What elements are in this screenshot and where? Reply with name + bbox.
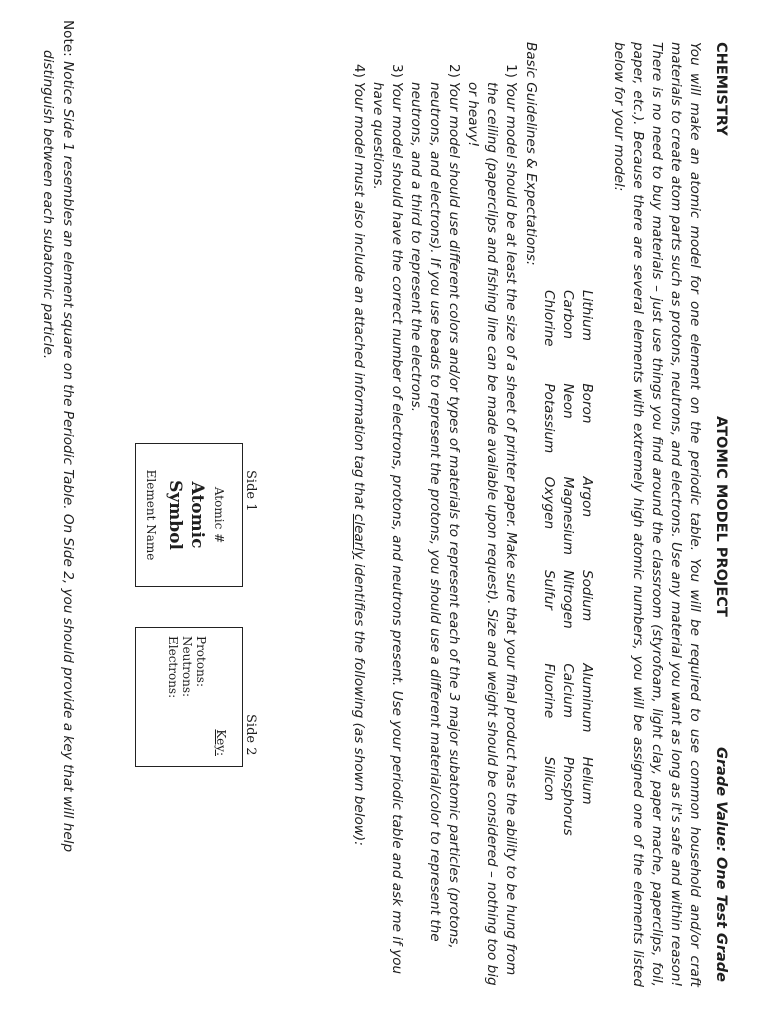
intro-paragraph: You will make an atomic model for one element on the periodic table. You will be required to use common household and/or craft materials to create atom parts such as protons, neutrons, and electrons. Use any material you want as long as it's safe and within reason! There is no need to buy materials – just use things you find around the classroom (styrofoam, light clay, paper mache, paperclips, foil, paper, etc.). Because there are several elements with extremely high atomic numbers, you will be assigned one of the elements listed below for your model: <box>611 42 703 987</box>
element-item: Potassium <box>541 383 557 454</box>
guideline-number: 4) <box>351 64 367 78</box>
atomic-symbol-line2: Symbol <box>165 480 185 550</box>
element-name-label: Element Name <box>144 469 158 561</box>
guideline-text: Your model must also include an attached information tag that <box>351 82 367 514</box>
element-item: Sulfur <box>541 569 557 610</box>
element-item: Oxygen <box>541 476 557 530</box>
note-paragraph <box>38 20 78 1000</box>
atomic-number-label: Atomic # <box>212 486 226 544</box>
guideline-item <box>368 42 406 992</box>
guidelines-list <box>349 42 520 992</box>
element-row <box>539 290 558 850</box>
element-item: Chlorine <box>541 290 557 347</box>
guideline-item <box>349 42 368 992</box>
element-item: Argon <box>579 476 595 518</box>
note-line2: distinguish between each subatomic particle. <box>40 50 56 360</box>
note-lead: Note: <box>60 20 76 57</box>
side2-label: Side 2 <box>243 714 258 756</box>
element-list <box>539 290 596 850</box>
element-item: Carbon <box>560 290 576 339</box>
grade-value: Grade Value: One Test Grade <box>713 746 729 982</box>
element-item: Helium <box>579 756 595 805</box>
neutrons-label: Neutrons: <box>180 636 194 698</box>
element-item: Phosphorus <box>560 756 576 836</box>
subject-label: CHEMISTRY <box>713 42 729 136</box>
element-item: Neon <box>560 383 576 419</box>
guideline-item <box>463 42 520 992</box>
key-rows <box>166 636 208 698</box>
guidelines-heading: Basic Guidelines & Expectations: <box>523 42 539 266</box>
guideline-number: 2) <box>446 64 462 78</box>
element-row <box>577 290 596 850</box>
guideline-number: 1) <box>503 64 519 78</box>
electrons-label: Electrons: <box>166 636 180 699</box>
element-item: Sodium <box>579 569 595 622</box>
project-title: ATOMIC MODEL PROJECT <box>713 416 729 617</box>
guideline-text: Your model should be at least the size of a sheet of printer paper. Make sure that your final product has the ability to be hung from the ceiling (paperclips and fishing line can be made available upon request). Size and weight should be considered – nothing too big or heavy! <box>465 82 519 986</box>
element-item: Calcium <box>560 663 576 719</box>
atomic-symbol-line1: Atomic <box>187 481 207 549</box>
element-item: Aluminum <box>579 663 595 733</box>
guideline-item <box>406 42 463 992</box>
atomic-symbol-label <box>164 444 208 586</box>
protons-label: Protons: <box>194 636 208 688</box>
element-row <box>558 290 577 850</box>
element-item: Boron <box>579 383 595 424</box>
element-item: Lithium <box>579 290 595 341</box>
guideline-text: Your model should use different colors and/or types of materials to represent each of the 3 major subatomic particles (protons, neutrons, and electrons). If you use beads to represent the protons, you should use a different material/color to represent the neutrons, and a third to represent the electrons. <box>408 82 462 949</box>
guideline-number: 3) <box>389 64 405 78</box>
element-item: Magnesium <box>560 476 576 556</box>
note-line1: Notice Side 1 resembles an element square on the Periodic Table. On Side 2, you should provide a key that will help <box>60 61 76 853</box>
guideline-text: Your model should have the correct number of electrons, protons, and neutrons present. Use your periodic table and ask me if you have questions. <box>370 82 405 975</box>
guideline-text: identifies the following (as shown below): <box>351 559 367 846</box>
key-label: Key: <box>214 729 228 756</box>
side1-label: Side 1 <box>243 470 258 512</box>
side2-key-box <box>135 627 243 767</box>
element-item: Silicon <box>541 756 557 802</box>
element-item: Nitrogen <box>560 569 576 629</box>
element-item: Fluorine <box>541 663 557 719</box>
guideline-emphasis: clearly <box>351 513 367 560</box>
side1-element-square <box>135 443 243 587</box>
page-header <box>708 42 730 982</box>
